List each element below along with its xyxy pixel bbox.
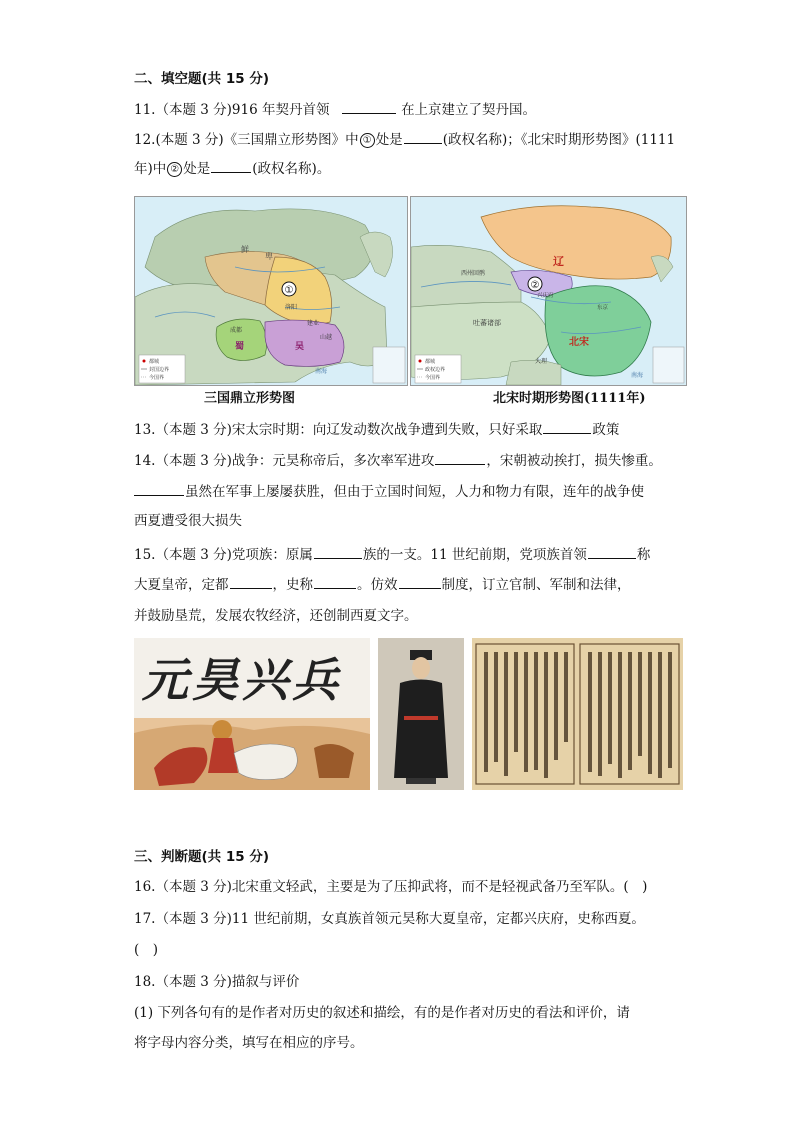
q13-suffix: 政策 — [592, 422, 620, 438]
three-kingdoms-map — [134, 196, 408, 386]
q15-blank-2[interactable] — [588, 546, 636, 559]
question-14-line2 — [134, 483, 644, 501]
map-left-label-luoyang: 洛阳 — [285, 304, 298, 311]
circle-marker-2: ② — [167, 162, 182, 177]
q12-line2-after: (政权名称)。 — [252, 161, 331, 177]
q13-blank[interactable] — [543, 421, 591, 434]
map-right-legend-3: 今国界 — [425, 375, 441, 381]
map-right-marker: ② — [530, 280, 540, 291]
q15-a: 15.（本题 3 分)党项族：原属 — [134, 547, 313, 563]
map-right-label-dali: 大理 — [535, 358, 548, 365]
section-judge-header: 三、判断题(共 15 分) — [134, 849, 270, 865]
question-15-line2 — [134, 576, 631, 594]
q12-prefix: 12.(本题 3 分)《三国鼎立形势图》中 — [134, 132, 359, 148]
map-right-caption: 北宋时期形势图(1111年) — [493, 391, 646, 406]
q14-blank-1[interactable] — [435, 452, 485, 465]
northern-song-map-svg — [411, 197, 686, 385]
map-left-legend-3: 今国界 — [149, 375, 165, 381]
q12-after: (政权名称)；《北宋时期形势图》(1111 — [442, 132, 676, 148]
map-left-label-chengdu: 成都 — [230, 327, 243, 334]
map-left-label-jianye: 建业 — [307, 320, 320, 327]
question-11 — [134, 101, 536, 119]
portrait-svg — [378, 638, 464, 790]
q14-prefix: 14.（本题 3 分)战争：元昊称帝后，多次率军进攻 — [134, 453, 435, 469]
yuanhao-portrait-image — [378, 638, 464, 790]
q11-blank[interactable] — [342, 101, 396, 114]
map-right-legend-1: 都城 — [425, 359, 436, 365]
q11-prefix: 11.（本题 3 分)916 年契丹首领 — [134, 102, 330, 118]
map-right-label-dongjing: 东京 — [597, 305, 609, 311]
map-left-label-shu: 蜀 — [235, 342, 245, 352]
battle-scene-svg — [134, 638, 370, 790]
map-left-legend-2: 封国边界 — [149, 367, 170, 373]
northern-song-map — [410, 196, 687, 386]
map-right-label-xizhou: 西州回鹘 — [461, 270, 486, 277]
question-14-line1 — [134, 452, 662, 470]
question-12-line2 — [134, 160, 330, 178]
map-right-label-tubo: 吐蕃诸部 — [473, 319, 501, 327]
q15-line2-c: 。仿效 — [357, 577, 398, 593]
q15-line2-b: ，史称 — [272, 577, 313, 593]
map-left-label-wu: 吴 — [295, 342, 305, 352]
q11-suffix: 在上京建立了契丹国。 — [401, 102, 537, 118]
circle-marker-1: ① — [360, 133, 375, 148]
map-left-caption: 三国鼎立形势图 — [204, 391, 296, 406]
question-14-line3: 西夏遭受很大损失 — [134, 513, 242, 529]
map-right-label-nanhai: 南海 — [631, 372, 644, 379]
question-17-line1: 17.（本题 3 分)11 世纪前期，女真族首领元昊称大夏皇帝，定都兴庆府，史称西夏。 — [134, 911, 645, 927]
q15-line2-a: 大夏皇帝，定都 — [134, 577, 229, 593]
map-left-label-shanyue: 山越 — [320, 334, 333, 341]
section-fill-blank-header: 二、填空题(共 15 分) — [134, 71, 270, 87]
q15-blank-5[interactable] — [399, 576, 441, 589]
q12-line2-mid: 处是 — [183, 161, 211, 177]
question-18-line2: (1) 下列各句有的是作者对历史的叙述和描绘，有的是作者对历史的看法和评价，请 — [134, 1005, 630, 1021]
q15-line2-d: 制度，订立官制、军制和法律， — [441, 577, 631, 593]
map-left-marker: ① — [284, 285, 294, 296]
calligraphy-title: 元昊兴兵 — [142, 653, 342, 707]
q15-c: 称 — [636, 547, 651, 563]
question-18-line3: 将字母内容分类，填写在相应的序号。 — [134, 1035, 364, 1051]
q13-prefix: 13.（本题 3 分)宋太宗时期：向辽发动数次战争遭到失败，只好采取 — [134, 422, 543, 438]
map-left-label-nanhai: 南海 — [315, 368, 328, 375]
map-right-label-xingqing: 兴庆府 — [537, 293, 554, 299]
xixia-script-image — [472, 638, 683, 790]
yuanhao-battle-image — [134, 638, 370, 790]
map-left-legend-1: 都城 — [149, 359, 160, 365]
question-16: 16.（本题 3 分)北宋重文轻武，主要是为了压抑武将，而不是轻视武备乃至军队。( ) — [134, 879, 648, 895]
q14-suffix: ，宋朝被动挨打，损失惨重。 — [486, 453, 662, 469]
q12-line2-prefix: 年)中 — [134, 161, 167, 177]
question-15-line1 — [134, 546, 650, 564]
q14-line2-text: 虽然在军事上屡屡获胜，但由于立国时间短，人力和物力有限，连年的战争使 — [185, 484, 644, 500]
map-right-label-song: 北宋 — [569, 337, 589, 348]
q14-blank-2[interactable] — [134, 483, 184, 496]
q15-blank-4[interactable] — [314, 576, 356, 589]
question-17-answer-bracket[interactable]: ( ) — [134, 942, 159, 958]
q15-blank-3[interactable] — [230, 576, 272, 589]
q12-blank-2[interactable] — [211, 160, 251, 173]
question-13 — [134, 421, 619, 439]
q12-mid: 处是 — [375, 132, 403, 148]
q12-blank-1[interactable] — [404, 131, 442, 144]
question-12-line1 — [134, 131, 675, 149]
three-kingdoms-map-svg — [135, 197, 407, 385]
question-18-line1: 18.（本题 3 分)描叙与评价 — [134, 974, 300, 990]
q15-b: 族的一支。11 世纪前期，党项族首领 — [362, 547, 587, 563]
map-left-label-xian: 鲜 — [241, 245, 249, 254]
map-left-label-bei: 卑 — [265, 252, 273, 261]
q15-blank-1[interactable] — [314, 546, 362, 559]
script-svg — [472, 638, 683, 790]
question-15-line3: 并鼓励垦荒，发展农牧经济，还创制西夏文字。 — [134, 608, 418, 624]
map-right-label-liao: 辽 — [553, 255, 564, 268]
map-right-legend-2: 政权边界 — [425, 367, 446, 373]
